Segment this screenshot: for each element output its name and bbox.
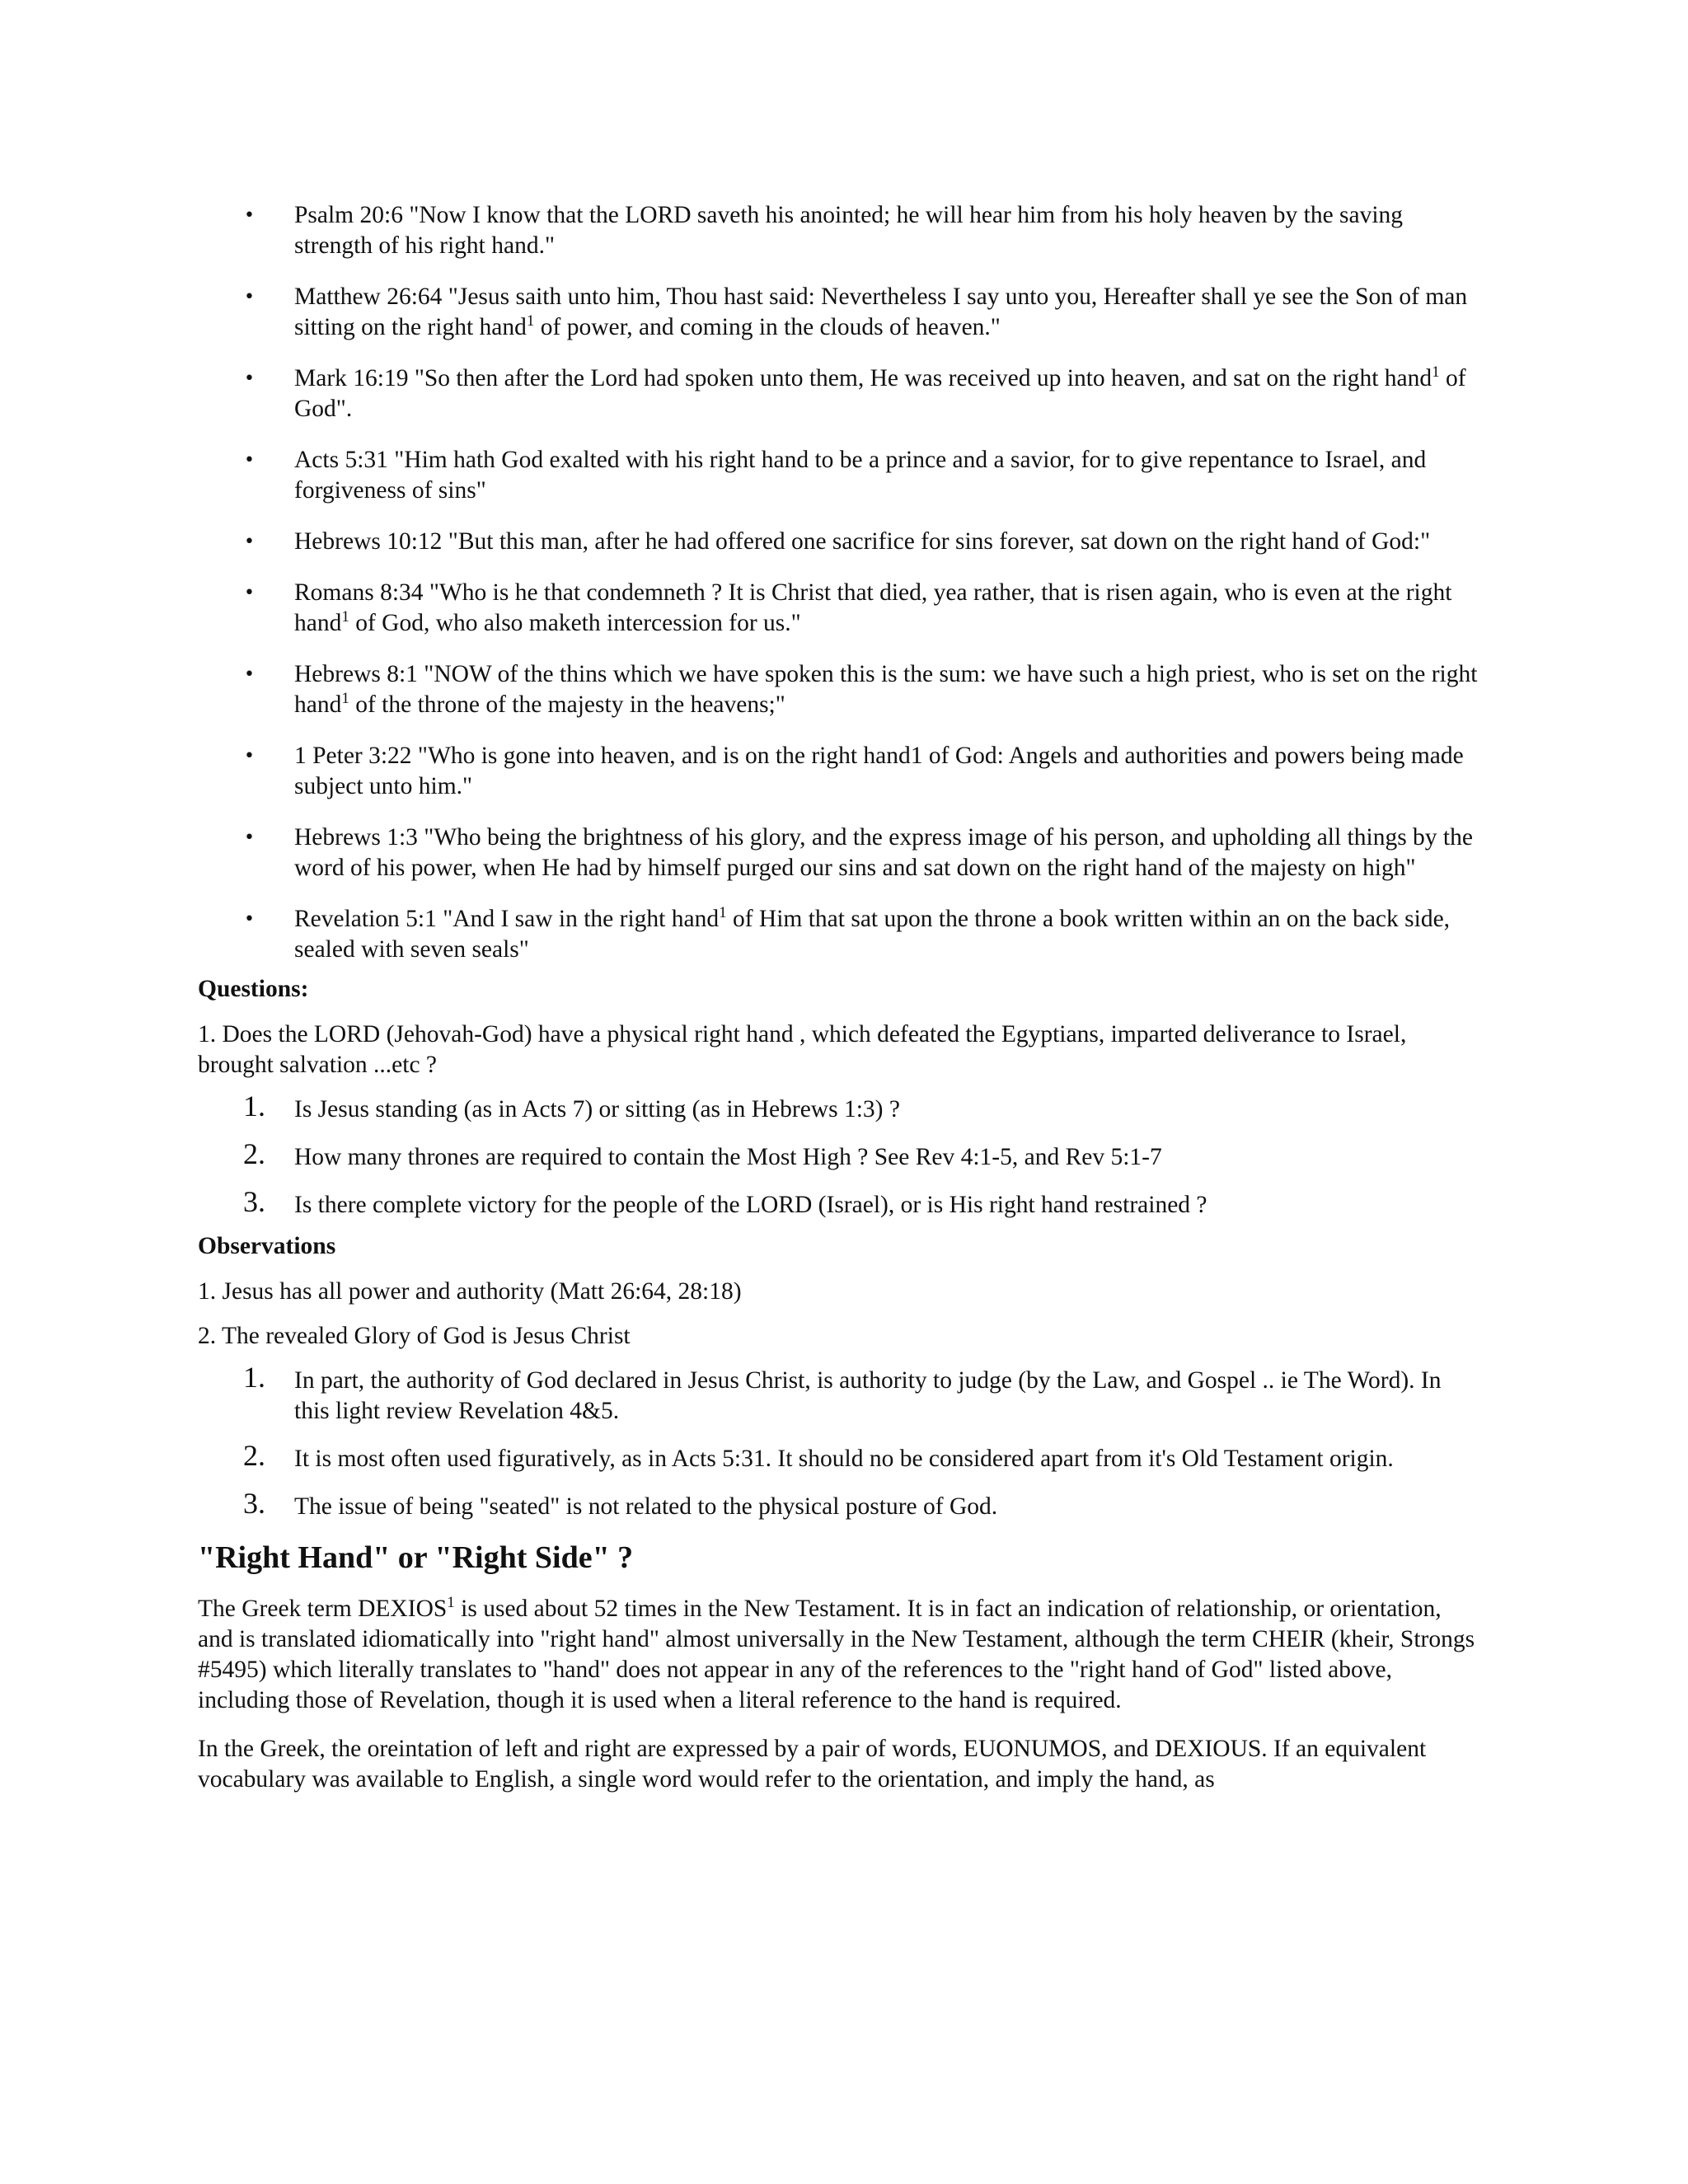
list-item: • Mark 16:19 "So then after the Lord had spoken unto them, He was received up into heaven, and sat on the right hand$^1$ of God". (244, 363, 1466, 422)
bullet-icon: • (244, 664, 255, 685)
bullet-icon: • (244, 909, 255, 930)
bullet-icon: • (244, 368, 255, 389)
footnote-marker: 1 (341, 608, 349, 626)
bullet-icon: • (244, 287, 255, 307)
list-item: • Hebrews 8:1 "NOW of the thins which we have spoken this is the sum: we have such a high priest, who is set on the right hand$^1$ of the throne of the majesty in the heavens;" (244, 661, 1478, 718)
list-number: 2. (243, 1137, 265, 1170)
footnote-marker: 1 (719, 904, 727, 921)
list-item: 2. How many thrones are required to contain the Most High ? See Rev 4:1-5, and Rev 5:1-7 (243, 1137, 1162, 1170)
list-item: • 1 Peter 3:22 "Who is gone into heaven, and is on the right hand1 of God: Angels and authorities and powers being made subject unto him." (244, 743, 1464, 799)
bullet-icon: • (244, 746, 255, 766)
observation-line: 2. The revealed Glory of God is Jesus Christ (198, 1323, 631, 1349)
questions-heading: Questions: (198, 976, 309, 1002)
observations-heading: Observations (198, 1233, 336, 1259)
list-item: 2. It is most often used figuratively, as in Acts 5:31. It should no be considered apart from it's Old Testament origin. (243, 1439, 1394, 1472)
list-item: • Hebrews 1:3 "Who being the brightness of his glory, and the express image of his person, and upholding all things by the word of his power, when He had by himself purged our sins and sat down on the right hand of the majesty on high" (244, 824, 1473, 881)
bullet-icon: • (244, 532, 255, 552)
list-item: • Psalm 20:6 "Now I know that the LORD saveth his anointed; he will hear him from his holy heaven by the saving strength of his right hand." (244, 202, 1404, 259)
list-number: 1. (243, 1090, 265, 1122)
list-item: 3. Is there complete victory for the people of the LORD (Israel), or is His right hand restrained ? (243, 1185, 1207, 1218)
observation-line: 1. Jesus has all power and authority (Matt 26:64, 28:18) (198, 1278, 742, 1305)
footnote-marker: 1 (1432, 363, 1440, 381)
list-item: • Hebrews 10:12 "But this man, after he had offered one sacrifice for sins forever, sat down on the right hand of God:" (198, 527, 1482, 557)
bullet-icon: • (244, 827, 255, 848)
list-item: 1. Is Jesus standing (as in Acts 7) or sitting (as in Hebrews 1:3) ? (243, 1090, 900, 1122)
footnote-marker: 1 (341, 690, 349, 707)
bullet-icon: • (244, 583, 255, 603)
list-number: 3. (243, 1487, 265, 1520)
list-item: 1. In part, the authority of God declared in Jesus Christ, is authority to judge (by the Law, and Gospel .. ie The Word). In this light review Revelation 4&5. (243, 1361, 1442, 1424)
body-paragraph: The Greek term DEXIOS$^1$ is used about 52 times in the New Testament. It is in fact an indication of relationship, or orientation, and is translated idiomatically into "right hand" almost universally in the New Testament, although the term CHEIR (kheir, Strongs #5495) which literally translates to "hand" does not appear in any of the references to the "right hand of God" listed above, including those of Revelation, though it is used when a literal reference to the hand is required. (198, 1594, 1475, 1713)
footnote-marker: 1 (526, 312, 535, 330)
verse-list (198, 200, 1482, 965)
list-number: 3. (243, 1185, 265, 1218)
list-item: 3. The issue of being "seated" is not related to the physical posture of God. (243, 1487, 998, 1520)
body-paragraph: In the Greek, the oreintation of left and right are expressed by a pair of words, EUONUMOS, and DEXIOUS. If an equivalent vocabulary was available to English, a single word would refer to the orientation, and imply the hand, as (198, 1736, 1427, 1793)
bullet-icon: • (244, 205, 255, 226)
questions-list (198, 1090, 1482, 1221)
bullet-icon: • (244, 450, 255, 471)
list-item: • Revelation 5:1 "And I saw in the right hand$^1$ of Him that sat upon the throne a book written within an on the back side, sealed with seven seals" (244, 904, 1451, 963)
list-item: • Acts 5:31 "Him hath God exalted with his right hand to be a prince and a savior, for to give repentance to Israel, and forgiveness of sins" (244, 447, 1427, 504)
list-number: 1. (243, 1361, 265, 1394)
observations-list (198, 1361, 1482, 1522)
footnote-marker: 1 (447, 1594, 455, 1611)
list-number: 2. (243, 1439, 265, 1472)
questions-intro: 1. Does the LORD (Jehovah-God) have a physical right hand , which defeated the Egyptians, imparted deliverance to Israel, brought salvation ...etc ? (198, 1021, 1407, 1078)
section-heading: "Right Hand" or "Right Side" ? (198, 1540, 634, 1575)
list-item: • Romans 8:34 "Who is he that condemneth ? It is Christ that died, yea rather, that is risen again, who is even at the right hand$^1$ of God, who also maketh intercession for us." (244, 579, 1452, 636)
list-item: • Matthew 26:64 "Jesus saith unto him, Thou hast said: Nevertheless I say unto you, Hereafter shall ye see the Son of man sitting on the right hand$^1$ of power, and coming in the clouds of heaven." (244, 284, 1468, 340)
